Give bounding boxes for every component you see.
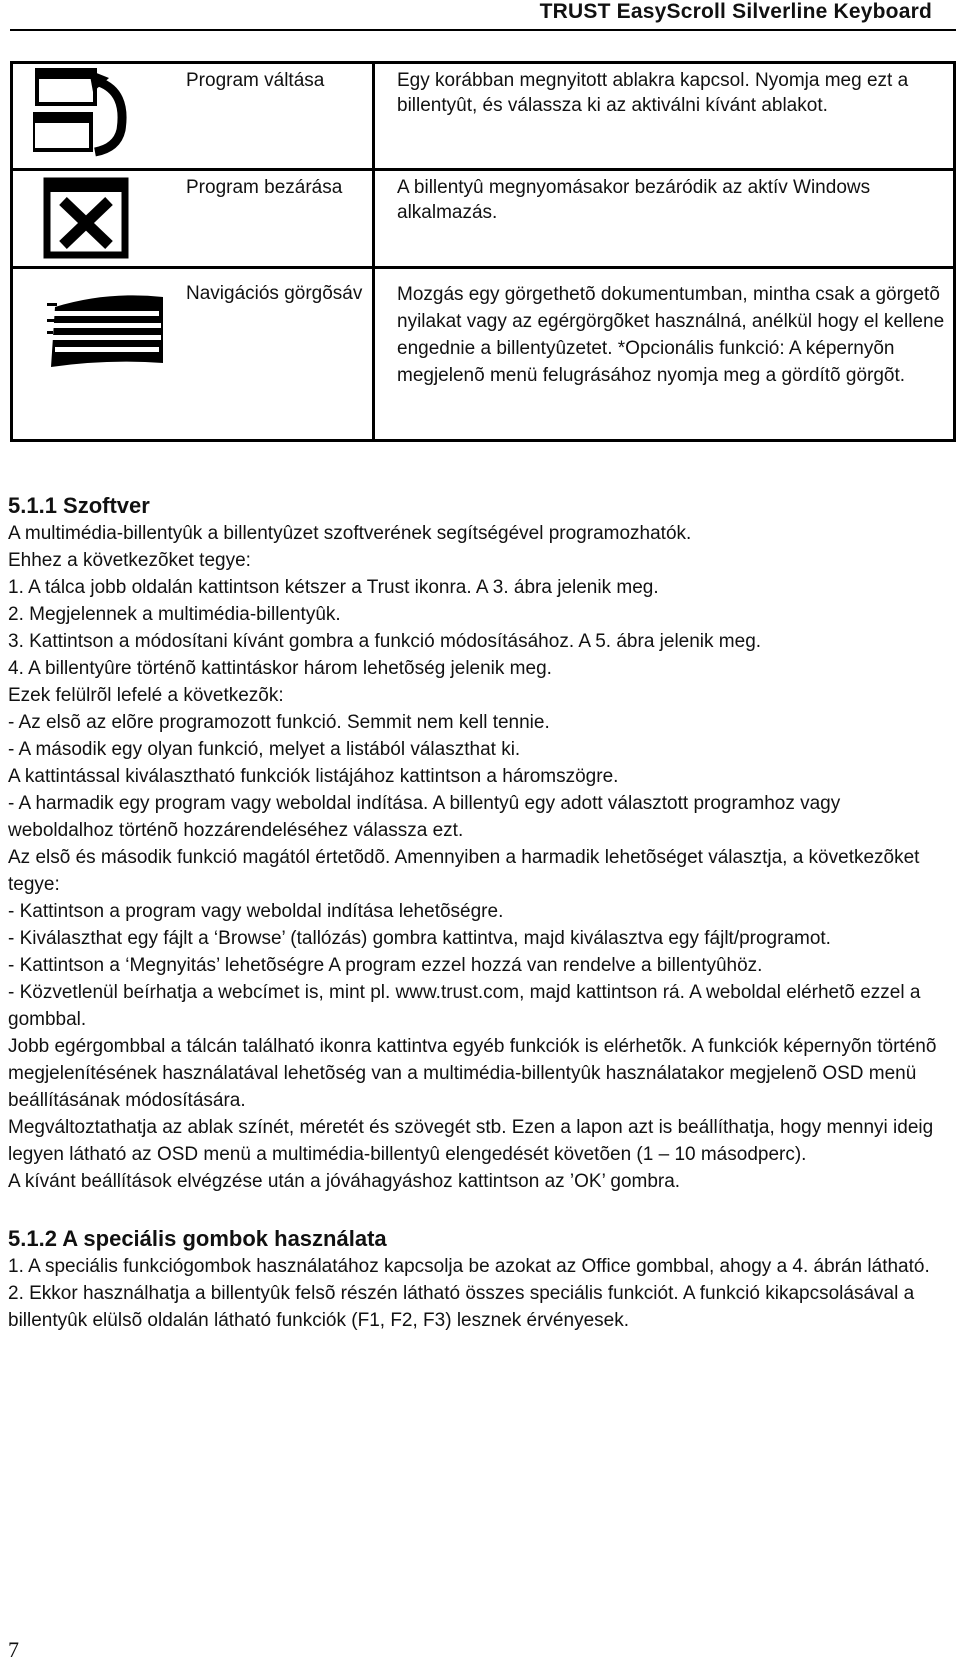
feature-label: Navigációs görgõsáv: [163, 268, 374, 441]
feature-description: [374, 268, 955, 441]
paragraph: Az elsõ és második funkció magától értetõdõ. Amennyiben a harmadik lehetõséget választja, a következõket tegye:: [8, 847, 920, 895]
paragraph: - Közvetlenül beírhatja a webcímet is, mint pl. www.trust.com, majd kattintson rá. A weboldal elérhetõ ezzel a gombbal.: [8, 982, 921, 1030]
feature-label: Program bezárása: [163, 170, 374, 268]
paragraph: A kívánt beállítások elvégzése után a jóváhagyáshoz kattintson az ’OK’ gombra.: [8, 1171, 681, 1192]
paragraph: Jobb egérgombbal a tálcán található ikonra kattintva egyéb funkciók is elérhetõk. A funkciók képernyõn történõ megjelenítésének használatával lehetõség van a multimédia-billentyûk használatakor megjelenõ OSD menü beállításának módosítására.: [8, 1036, 937, 1111]
paragraph: - Kattintson a ‘Megnyitás’ lehetõségre A program ezzel hozzá van rendelve a billentyûhöz.: [8, 955, 763, 976]
paragraph: - Kattintson a program vagy weboldal indítása lehetõségre.: [8, 901, 504, 922]
section-heading: 5.1.1 Szoftver: [8, 493, 150, 518]
paragraph: - Kiválaszthat egy fájlt a ‘Browse’ (tallózás) gombra kattintva, majd kiválasztva egy fájlt/programot.: [8, 928, 831, 949]
document-header-title: TRUST EasyScroll Silverline Keyboard: [539, 0, 932, 23]
close-program-icon: [33, 175, 163, 266]
feature-description: A billentyû megnyomásakor bezáródik az aktív Windows alkalmazás.: [374, 170, 955, 268]
paragraph: 2. Ekkor használhatja a billentyûk felsõ részén látható összes speciális funkciót. A funkció kikapcsolásával a billentyûk elülsõ oldalán látható funkciók (F1, F2, F3) lesznek érvényesek.: [8, 1283, 915, 1331]
feature-label: Program váltása: [163, 63, 374, 170]
paragraph: - Az elsõ az elõre programozott funkció. Semmit nem kell tennie.: [8, 712, 550, 733]
paragraph: 3. Kattintson a módosítani kívánt gombra a funkció módosításához. A 5. ábra jelenik meg.: [8, 631, 762, 652]
scroll-wheel-icon: [33, 281, 163, 376]
page-number: 7: [8, 1637, 19, 1662]
paragraph: A kattintással kiválasztható funkciók listájához kattintson a háromszögre.: [8, 766, 619, 787]
paragraph: Ezek felülrõl lefelé a következõk:: [8, 685, 284, 706]
paragraph: - A második egy olyan funkció, melyet a listából választhat ki.: [8, 739, 521, 760]
section-heading: 5.1.2 A speciális gombok használata: [8, 1226, 387, 1251]
body-text: [8, 492, 938, 1334]
icon-cell: [12, 268, 164, 441]
icon-cell: [12, 170, 164, 268]
table-row: [12, 170, 955, 268]
paragraph: - A harmadik egy program vagy weboldal indítása. A billentyû egy adott választott programhoz vagy weboldalhoz történõ hozzárendeléséhez válassza ezt.: [8, 793, 841, 841]
paragraph: Megváltoztathatja az ablak színét, méretét és szövegét stb. Ezen a lapon azt is beállíthatja, hogy mennyi ideig legyen látható az OSD menü a multimédia-billentyû elengedését követõen (1 – 10 másodperc).: [8, 1117, 934, 1165]
feature-description: Egy korábban megnyitott ablakra kapcsol. Nyomja meg ezt a billentyût, és válassza ki az aktiválni kívánt ablakot.: [374, 63, 955, 170]
table-row: [12, 63, 955, 170]
feature-description-text: Mozgás egy görgethetõ dokumentumban, mintha csak a görgetõ nyilakat vagy az egérgörgõket használná, anélkül hogy el kellene engednie a billentyûzetet. *Opcionális funkció: A képernyõn megjelenõ menü felugrásához nyomja meg a gördítõ görgõt.: [397, 284, 945, 386]
switch-program-icon: [33, 68, 163, 167]
special-keys-table: [10, 61, 956, 442]
section-gap: [8, 1195, 938, 1225]
icon-cell: [12, 63, 164, 170]
paragraph: 2. Megjelennek a multimédia-billentyûk.: [8, 604, 341, 625]
header-divider: [10, 29, 956, 31]
paragraph: 1. A speciális funkciógombok használatához kapcsolja be azokat az Office gombbal, ahogy a 4. ábrán látható.: [8, 1256, 930, 1277]
paragraph: 4. A billentyûre történõ kattintáskor három lehetõség jelenik meg.: [8, 658, 552, 679]
paragraph: A multimédia-billentyûk a billentyûzet szoftverének segítségével programozhatók.: [8, 523, 692, 544]
paragraph: 1. A tálca jobb oldalán kattintson kétszer a Trust ikonra. A 3. ábra jelenik meg.: [8, 577, 659, 598]
paragraph: Ehhez a következõket tegye:: [8, 550, 251, 571]
table-row: [12, 268, 955, 441]
